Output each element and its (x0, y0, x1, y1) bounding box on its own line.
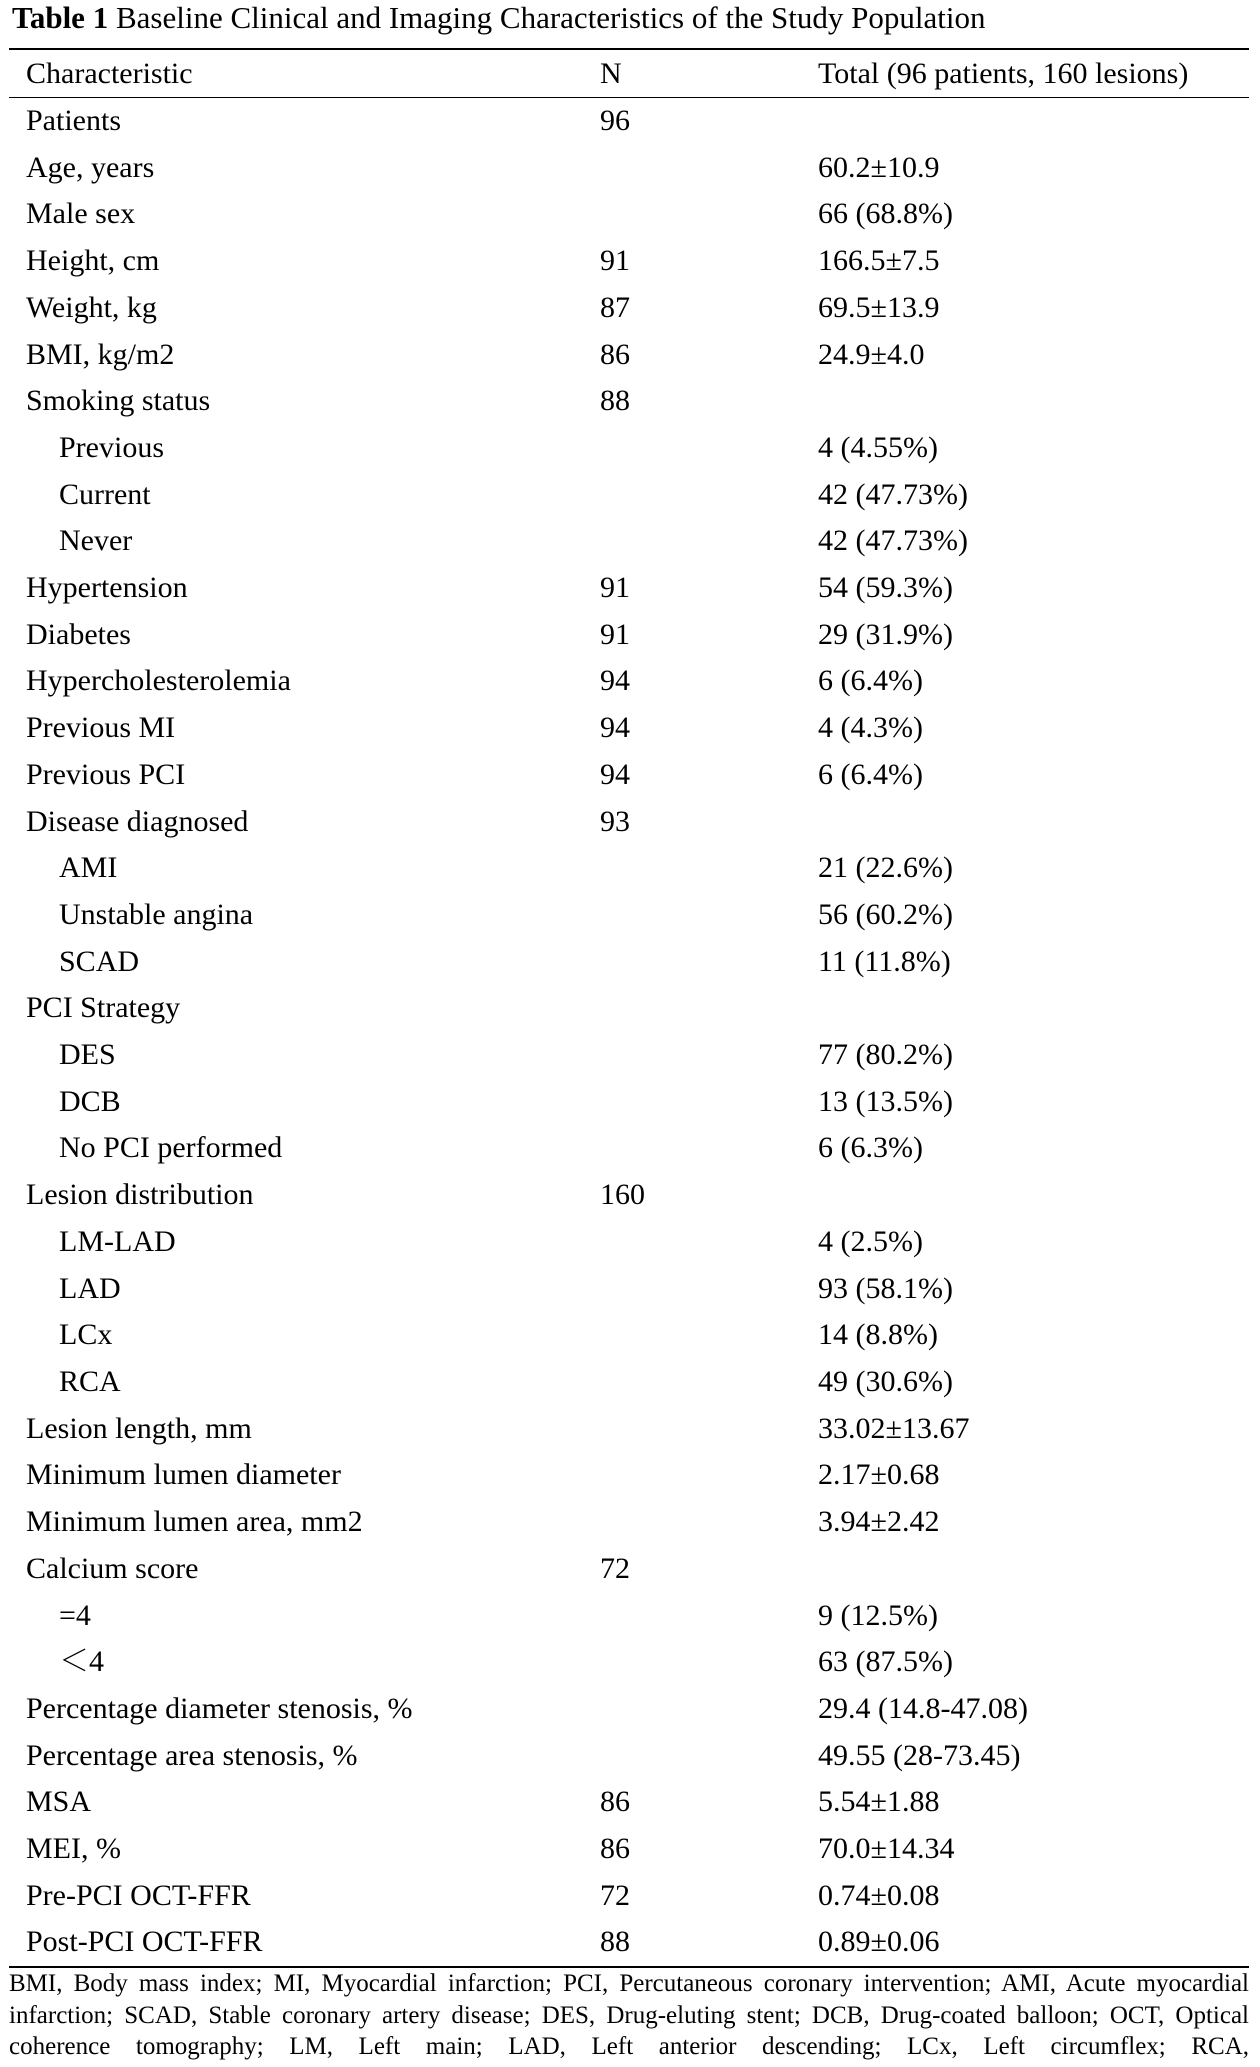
table-row (0, 1593, 1260, 1640)
table-row (0, 1733, 1260, 1780)
cell-characteristic: Age, years (26, 150, 155, 184)
cell-total: 69.5±13.9 (818, 290, 940, 324)
cell-characteristic: Male sex (26, 197, 136, 231)
cell-n (600, 1219, 818, 1266)
cell-total: 42 (47.73%) (818, 524, 968, 558)
table-row (0, 285, 1260, 332)
cell-n: 88 (600, 384, 630, 418)
table-row (0, 1079, 1260, 1126)
cell-total: 9 (12.5%) (818, 1598, 938, 1632)
table-row (0, 1172, 1260, 1219)
cell-n: 87 (600, 290, 630, 324)
table-row (0, 145, 1260, 192)
table-row (0, 1266, 1260, 1313)
cell-characteristic: DES (59, 1038, 116, 1072)
cell-n: 94 (600, 664, 630, 698)
cell-total: 42 (47.73%) (818, 477, 968, 511)
table-row (0, 1499, 1260, 1546)
cell-total (818, 378, 1260, 425)
cell-total: 54 (59.3%) (818, 571, 953, 605)
cell-total: 11 (11.8%) (818, 944, 951, 978)
cell-n: 72 (600, 1551, 630, 1585)
table-row (0, 98, 1260, 145)
cell-total: 14 (8.8%) (818, 1318, 938, 1352)
table-row (0, 565, 1260, 612)
cell-characteristic: Lesion length, mm (26, 1411, 252, 1445)
cell-total (818, 985, 1260, 1032)
cell-total: 60.2±10.9 (818, 150, 940, 184)
table-row (0, 378, 1260, 425)
cell-n: 88 (600, 1925, 630, 1959)
cell-total: 93 (58.1%) (818, 1271, 953, 1305)
cell-total: 24.9±4.0 (818, 337, 925, 371)
cell-total: 56 (60.2%) (818, 897, 953, 931)
cell-total: 29.4 (14.8-47.08) (818, 1691, 1028, 1725)
cell-characteristic: Previous MI (26, 711, 176, 745)
table-row (0, 1779, 1260, 1826)
table-row (0, 1546, 1260, 1593)
cell-characteristic: BMI, kg/m2 (26, 337, 175, 371)
table-row (0, 191, 1260, 238)
cell-total: 4 (2.5%) (818, 1224, 923, 1258)
table-row (0, 985, 1260, 1032)
cell-n (600, 1686, 818, 1733)
table-row (0, 1219, 1260, 1266)
cell-n (600, 425, 818, 472)
cell-characteristic: DCB (59, 1084, 121, 1118)
cell-n (600, 985, 818, 1032)
cell-characteristic: ＜4 (59, 1645, 104, 1679)
table-row (0, 658, 1260, 705)
cell-n (600, 1499, 818, 1546)
cell-characteristic: Hypertension (26, 571, 188, 605)
cell-n: 86 (600, 1832, 630, 1866)
table-row (0, 612, 1260, 659)
cell-n (600, 1266, 818, 1313)
cell-characteristic: Previous PCI (26, 757, 186, 791)
cell-total (818, 98, 1260, 145)
cell-characteristic: RCA (59, 1364, 121, 1398)
table-row (0, 892, 1260, 939)
cell-total: 63 (87.5%) (818, 1645, 953, 1679)
cell-total: 33.02±13.67 (818, 1411, 970, 1445)
cell-n: 91 (600, 617, 630, 651)
cell-total: 49 (30.6%) (818, 1364, 953, 1398)
table-row (0, 518, 1260, 565)
table-row (0, 845, 1260, 892)
table-row (0, 1919, 1260, 1966)
table-row (0, 238, 1260, 285)
cell-total (818, 1172, 1260, 1219)
characteristics-table (0, 50, 1260, 1966)
table-caption-title: Baseline Clinical and Imaging Characteristics of the Study Population (115, 0, 986, 35)
cell-n (600, 1312, 818, 1359)
cell-n (600, 1733, 818, 1780)
cell-n (600, 472, 818, 519)
table-header-row (0, 50, 1260, 98)
cell-n: 94 (600, 757, 630, 791)
cell-n (600, 1452, 818, 1499)
cell-characteristic: Minimum lumen diameter (26, 1458, 341, 1492)
cell-characteristic: MSA (26, 1785, 92, 1819)
cell-n: 96 (600, 104, 630, 137)
table-body (0, 98, 1260, 1966)
table-row (0, 939, 1260, 986)
cell-total: 21 (22.6%) (818, 851, 953, 885)
cell-characteristic: Patients (26, 104, 121, 137)
cell-characteristic: Diabetes (26, 617, 131, 651)
table-row (0, 1826, 1260, 1873)
cell-n (600, 939, 818, 986)
cell-characteristic: Disease diagnosed (26, 804, 249, 838)
cell-characteristic: Percentage diameter stenosis, % (26, 1691, 413, 1725)
table-row (0, 332, 1260, 379)
cell-total: 4 (4.3%) (818, 711, 923, 745)
cell-total: 166.5±7.5 (818, 244, 940, 278)
cell-characteristic: LCx (59, 1318, 113, 1352)
cell-total: 29 (31.9%) (818, 617, 953, 651)
cell-n: 86 (600, 1785, 630, 1819)
cell-total: 6 (6.4%) (818, 664, 923, 698)
cell-characteristic: Never (59, 524, 133, 558)
cell-n (600, 1639, 818, 1686)
cell-n: 86 (600, 337, 630, 371)
cell-n (600, 845, 818, 892)
cell-n (600, 1079, 818, 1126)
table-footnote: BMI, Body mass index; MI, Myocardial infarction; PCI, Percutaneous coronary intervention; AMI, Acute myocardial infarction; SCAD, Stable coronary artery disease; DES, Drug-eluting stent; DCB, Drug-coated balloon; OCT, Optical coherence tomography; LM, Left main; LAD, Left anterior descending; LCx, Left circumflex; RCA, (9, 1970, 1249, 2060)
cell-n (600, 191, 818, 238)
table-row (0, 1312, 1260, 1359)
table-row (0, 705, 1260, 752)
cell-n (600, 145, 818, 192)
table-row (0, 1406, 1260, 1453)
table-row (0, 1032, 1260, 1079)
table-row (0, 425, 1260, 472)
cell-characteristic: PCI Strategy (26, 991, 181, 1025)
table-row (0, 1686, 1260, 1733)
table-caption (12, 0, 986, 36)
cell-n (600, 1359, 818, 1406)
cell-n: 91 (600, 244, 630, 278)
cell-characteristic: Previous (59, 430, 164, 464)
cell-characteristic: Unstable angina (59, 897, 254, 931)
cell-total: 0.74±0.08 (818, 1878, 940, 1912)
cell-n (600, 1032, 818, 1079)
cell-characteristic: Current (59, 477, 151, 511)
cell-characteristic: Height, cm (26, 244, 160, 278)
cell-n (600, 892, 818, 939)
cell-characteristic: Percentage area stenosis, % (26, 1738, 358, 1772)
table-row (0, 1639, 1260, 1686)
cell-n: 91 (600, 571, 630, 605)
column-header-characteristic: Characteristic (26, 57, 193, 90)
cell-characteristic: SCAD (59, 944, 140, 978)
cell-n: 94 (600, 711, 630, 745)
cell-characteristic: LAD (59, 1271, 121, 1305)
cell-total: 2.17±0.68 (818, 1458, 940, 1492)
table-row (0, 1873, 1260, 1920)
cell-total: 49.55 (28-73.45) (818, 1738, 1021, 1772)
table-row (0, 752, 1260, 799)
cell-total: 0.89±0.06 (818, 1925, 940, 1959)
table-row (0, 1452, 1260, 1499)
cell-total: 77 (80.2%) (818, 1038, 953, 1072)
cell-total: 3.94±2.42 (818, 1505, 940, 1539)
cell-total: 5.54±1.88 (818, 1785, 940, 1819)
cell-characteristic: AMI (59, 851, 118, 885)
column-header-n: N (600, 57, 622, 90)
cell-n: 160 (600, 1178, 645, 1212)
cell-characteristic: MEI, % (26, 1832, 121, 1866)
cell-n: 72 (600, 1878, 630, 1912)
cell-characteristic: Pre-PCI OCT-FFR (26, 1878, 251, 1912)
cell-characteristic: LM-LAD (59, 1224, 176, 1258)
cell-n (600, 1593, 818, 1640)
table-caption-label: Table 1 (12, 0, 109, 35)
cell-characteristic: Smoking status (26, 384, 211, 418)
cell-characteristic: Lesion distribution (26, 1178, 254, 1212)
cell-n (600, 1406, 818, 1453)
cell-n: 93 (600, 804, 630, 838)
cell-characteristic: Hypercholesterolemia (26, 664, 291, 698)
cell-characteristic: Calcium score (26, 1551, 199, 1585)
cell-total: 4 (4.55%) (818, 430, 938, 464)
cell-n (600, 1125, 818, 1172)
cell-total: 6 (6.3%) (818, 1131, 923, 1165)
cell-characteristic: No PCI performed (59, 1131, 283, 1165)
table-row (0, 799, 1260, 846)
cell-total (818, 799, 1260, 846)
cell-characteristic: Post-PCI OCT-FFR (26, 1925, 263, 1959)
table-row (0, 1359, 1260, 1406)
cell-characteristic: Weight, kg (26, 290, 157, 324)
cell-total: 6 (6.4%) (818, 757, 923, 791)
cell-total: 70.0±14.34 (818, 1832, 955, 1866)
table-row (0, 1125, 1260, 1172)
cell-total: 66 (68.8%) (818, 197, 953, 231)
table-row (0, 472, 1260, 519)
cell-characteristic: Minimum lumen area, mm2 (26, 1505, 363, 1539)
cell-total (818, 1546, 1260, 1593)
cell-characteristic: =4 (59, 1598, 91, 1632)
column-header-total: Total (96 patients, 160 lesions) (818, 57, 1189, 90)
cell-total: 13 (13.5%) (818, 1084, 953, 1118)
cell-n (600, 518, 818, 565)
